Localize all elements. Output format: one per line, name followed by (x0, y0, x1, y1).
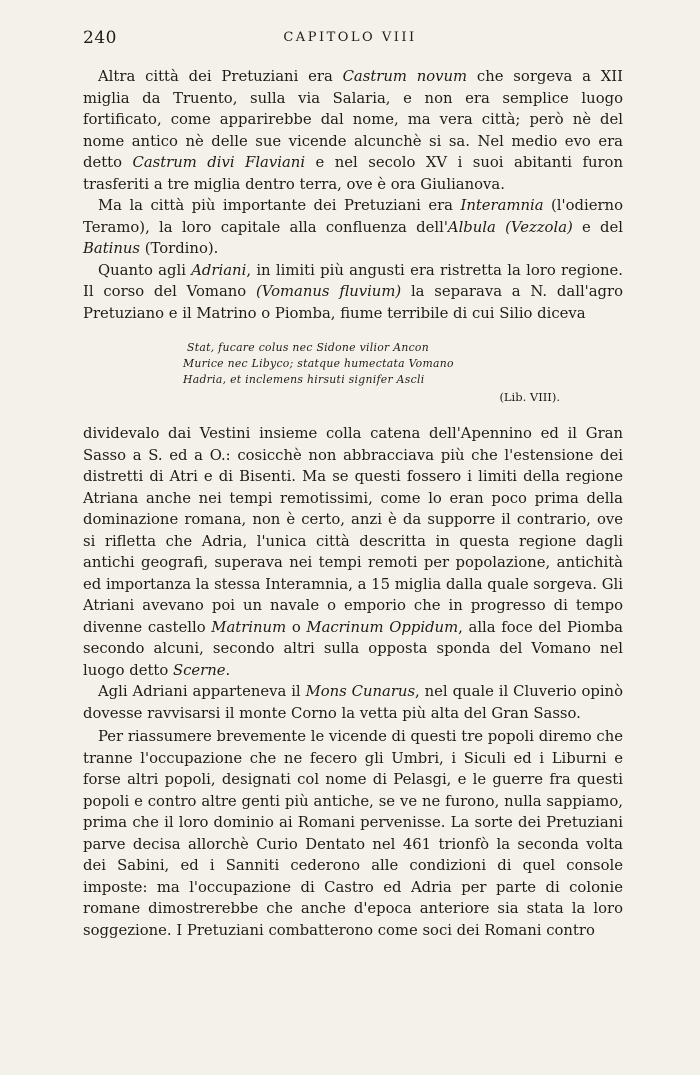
quote-line: Hadria, et inclemens hirsuti signifer Ascli (183, 373, 425, 386)
paragraph (83, 726, 623, 941)
text-run: , alla foce del Piomba secondo alcuni, secondo altri sulla opposta sponda del Vomano nel luogo detto (83, 618, 623, 679)
text-run: (l'odierno Teramo), la loro capitale alla confluenza dell' (83, 197, 623, 236)
italic-term: (Vomanus fluvium) (256, 283, 402, 300)
italic-term: Albula (Vezzola) (447, 218, 573, 236)
quote-source: (Lib. VIII). (499, 390, 560, 404)
italic-term: Scerne (173, 661, 226, 679)
text-run: Quanto agli (98, 261, 192, 279)
quote-line: Murice nec Libyco; statque humectata Vomano (183, 357, 454, 370)
page-header (0, 22, 700, 52)
page-number: 240 (83, 28, 117, 48)
paragraph (83, 423, 623, 681)
body-text (83, 66, 623, 941)
text-run: Per riassumere brevemente le vicende di questi tre popoli diremo che tranne l'occupazione che ne fecero gli Umbri, i Siculi ed i Liburni e forse altri popoli, designati col nome di Pelasgi, e le guerre fra questi popoli e contro altre genti più antiche, se ve ne furono, nulla sappiamo, prima che il loro dominio ai Romani pervenisse. La sorte dei Pretuziani parve decisa allorchè Curio Dentato nel 461 trionfò la seconda volta dei Sabini, ed i Sanniti cederono alle condizioni di quel console imposte: ma l'occupazione di Castro ed Adria per parte di colonie romane dimostrerebbe che anche d'epoca anteriore sia stata la loro soggezione. I Pretuziani combatterono come soci dei Romani contro (83, 728, 623, 939)
italic-term: Castrum divi Flaviani (132, 154, 306, 171)
text-run: la separava a N. dall'agro Pretuziano e il Matrino o Piomba, fiume terribile di cui Silio diceva (83, 283, 624, 322)
paragraph (83, 681, 623, 724)
text-run: e del (572, 218, 623, 236)
text-run: (Tordino). (140, 240, 219, 257)
italic-term: Castrum novum (342, 68, 468, 85)
paragraph (83, 260, 623, 325)
text-run: , nel quale il Cluverio opinò dovesse ravvisarsi il monte Corno la vetta più alta del Gran Sasso. (83, 683, 623, 722)
quote-line: Stat, fucare colus nec Sidone vilior Ancon (187, 341, 429, 354)
italic-term: Macrinum Oppidum (306, 618, 459, 636)
paragraph (83, 66, 623, 195)
paragraph (83, 195, 623, 260)
text-run: , in limiti più angusti era ristretta la loro regione. Il corso del Vomano (83, 261, 623, 300)
running-title: CAPITOLO VIII (283, 30, 417, 45)
text-run: . (225, 661, 231, 679)
italic-term: Mons Cunarus (305, 683, 416, 700)
text-run: o (286, 618, 307, 636)
text-run: Agli Adriani apparteneva il (98, 683, 306, 700)
italic-term: Batinus (83, 240, 141, 257)
text-run: Ma la città più importante dei Pretuziani era (98, 197, 461, 214)
text-run: Altra città dei Pretuziani era (98, 68, 343, 85)
italic-term: Matrinum (211, 618, 287, 636)
italic-term: Interamnia (460, 197, 544, 214)
italic-term: Adriani (191, 261, 247, 279)
text-run: dividevalo dai Vestini insieme colla catena dell'Apennino ed il Gran Sasso a S. ed a O.: cosicchè non abbracciava più che l'estensione dei distretti di Atri e di Bisenti. Ma se questi fossero i limiti della regione Atriana anche nei tempi remotissimi, come lo eran poco prima della dominazione romana, non è certo, anzi è da supporre il contrario, ove si rifletta che Adria, l'unica città descritta in questa regione dagli antichi geografi, superava nei tempi remoti per popolazione, antichità ed importanza la stessa Interamnia, a 15 miglia dalla quale sorgeva. Gli Atriani avevano poi un navale o emporio che in progresso di tempo divenne castello (83, 425, 623, 636)
latin-quotation (83, 340, 623, 406)
text-run: che sorgeva a XII miglia da Truento, sulla via Salaria, e non era semplice luogo fortificato, come apparirebbe dal nome, ma vera città; però nè del nome antico nè delle sue vicende alcunchè si sa. Nel medio evo era detto (83, 68, 623, 171)
text-run: e nel secolo XV i suoi abitanti furon trasferiti a tre miglia dentro terra, ove è ora Giulianova. (83, 154, 623, 193)
